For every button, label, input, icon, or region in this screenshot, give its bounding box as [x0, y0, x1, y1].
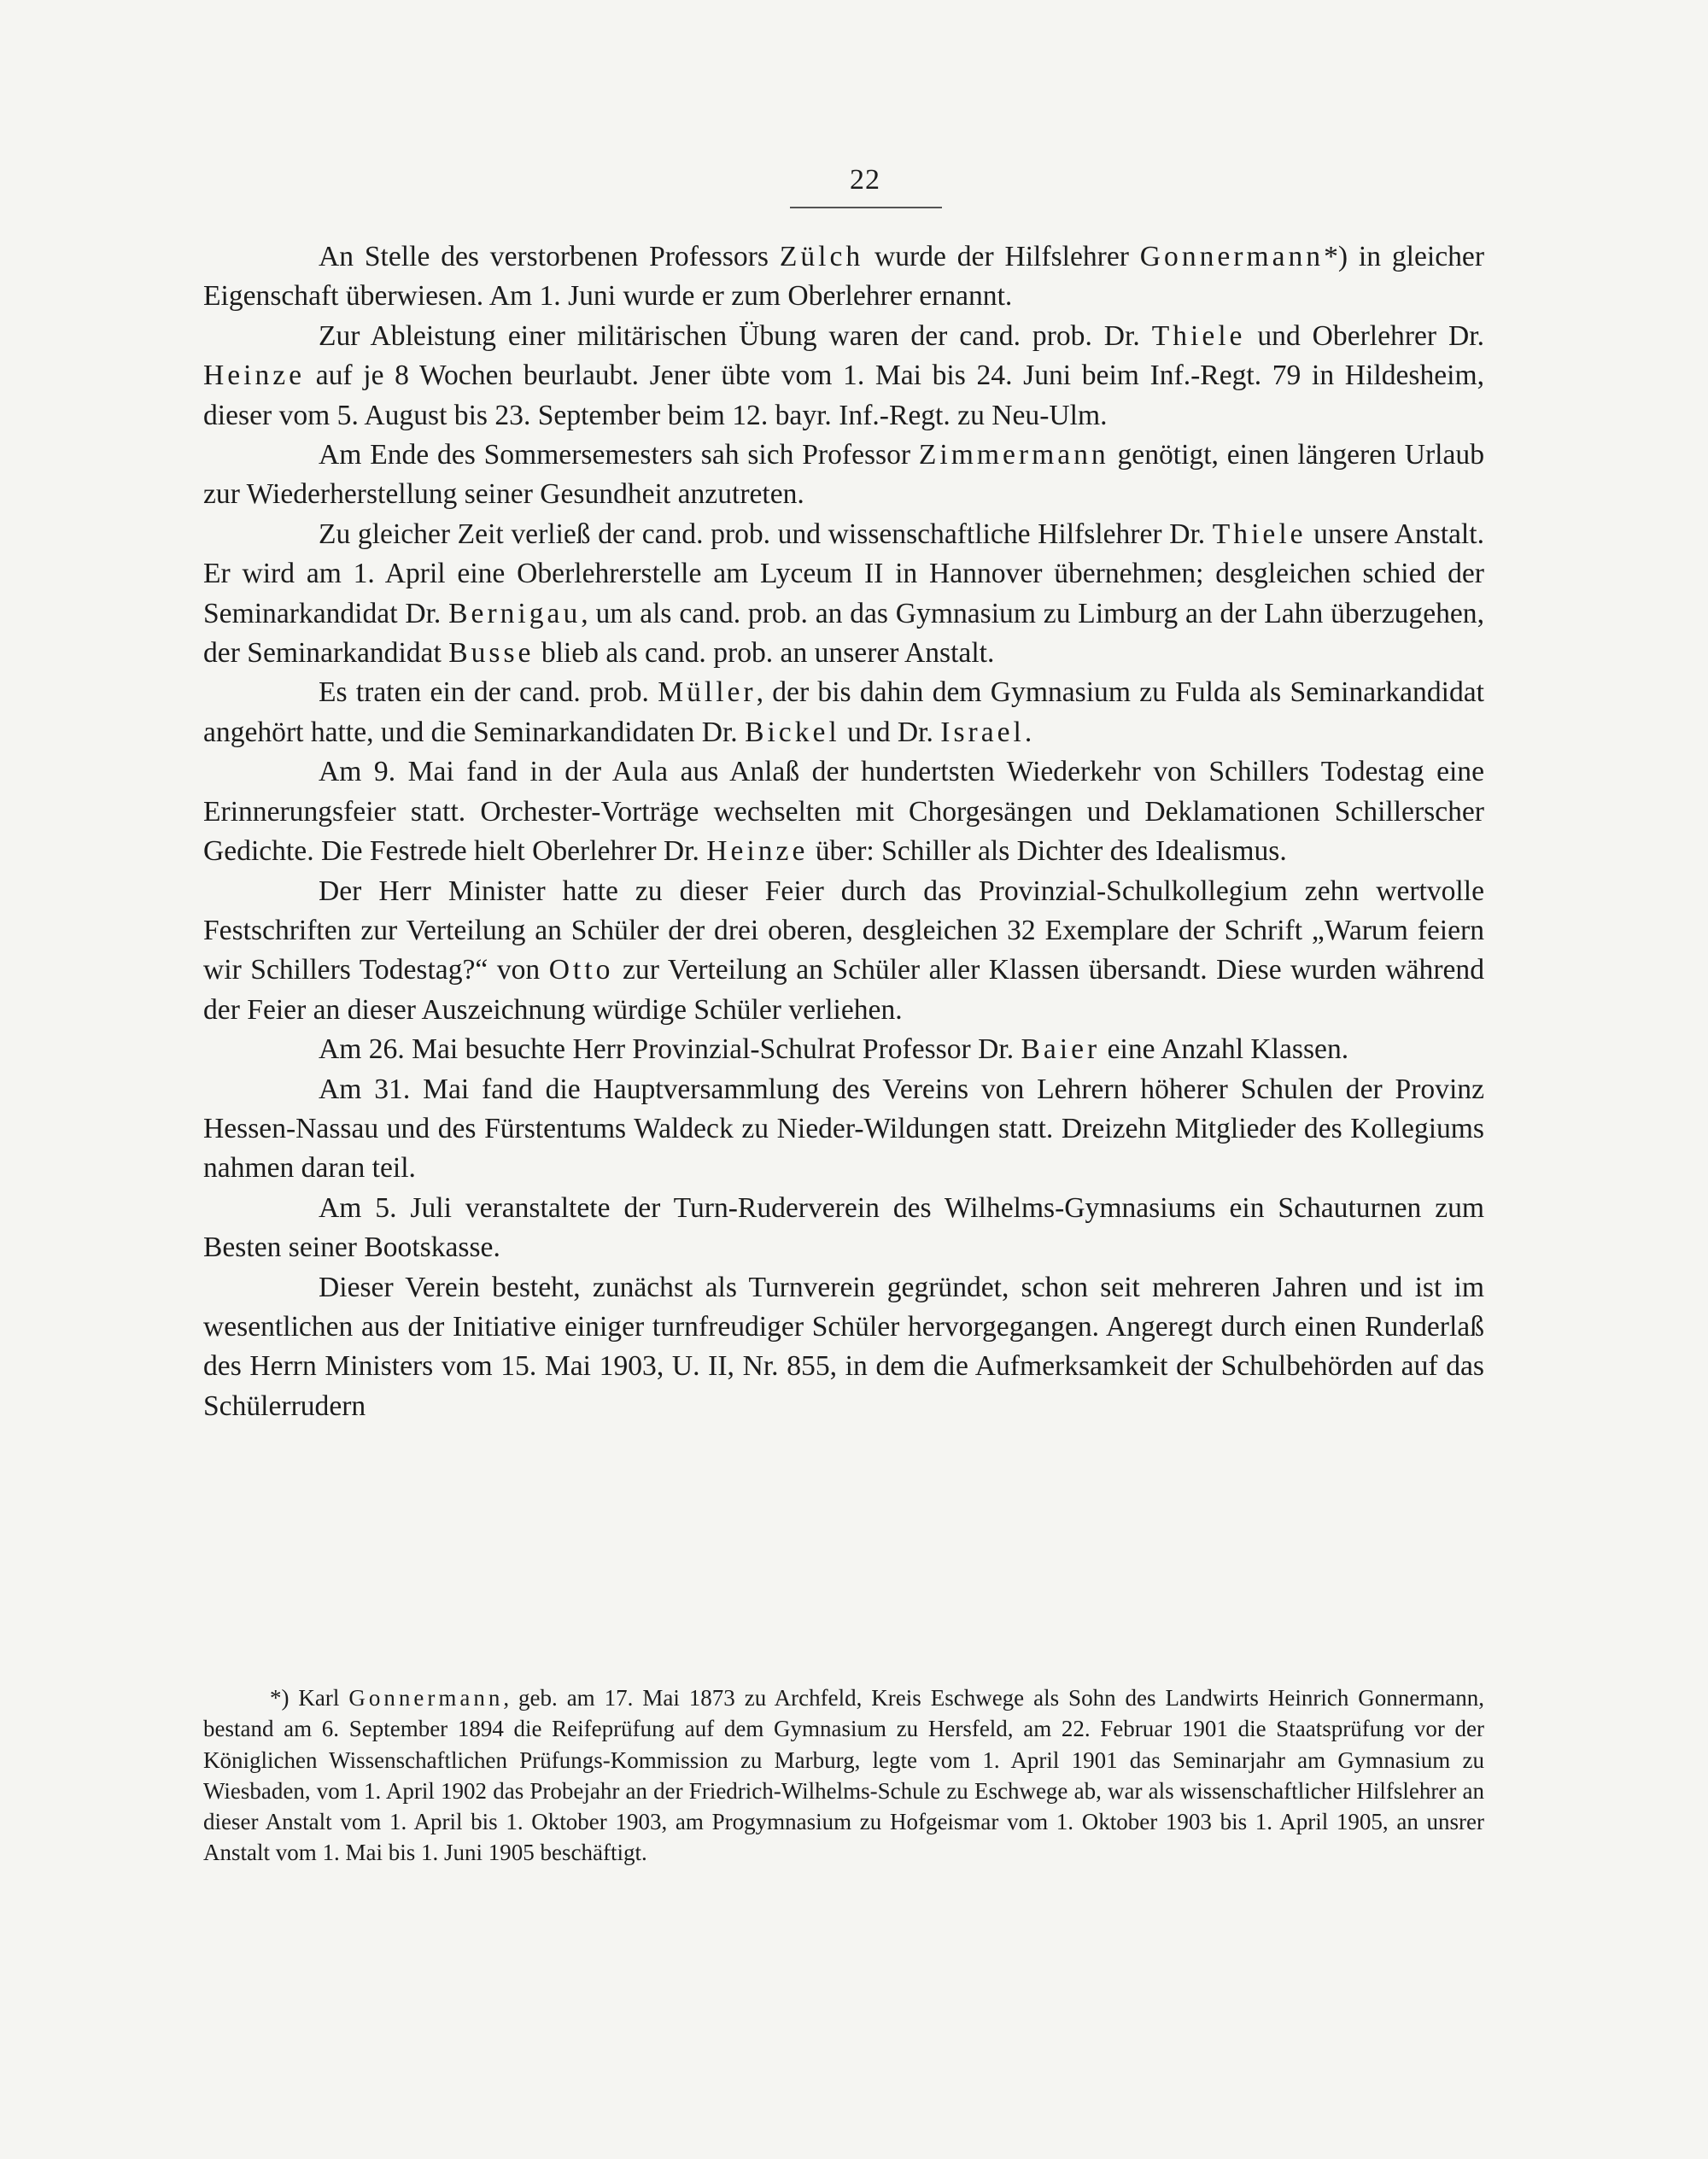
text-run: genötigt, einen längeren Urlaub zur Wiederherstellung seiner Gesundheit anzutreten. — [203, 439, 1484, 511]
person-name: Zimmermann — [918, 439, 1109, 471]
text-run: . — [1024, 716, 1032, 748]
paragraph: Am 5. Juli veranstaltete der Turn-Ruderverein des Wilhelms-Gymnasiums ein Schauturnen zum Besten seiner Bootskasse. — [203, 1191, 1484, 1264]
paragraph — [203, 752, 1484, 871]
person-name: Busse — [448, 637, 535, 670]
text-run: , um als cand. prob. an das Gymnasium zu Limburg an der Lahn überzugehen, der Seminarkandidat — [203, 597, 1484, 670]
person-name: Otto — [548, 954, 614, 986]
person-name: Müller — [658, 676, 757, 709]
person-name: Israel — [940, 716, 1025, 748]
text-run: Am 9. Mai fand in der Aula aus Anlaß der hundertsten Wiederkehr von Schillers Todestag eine Erinnerungsfeier statt. Orchester-Vorträge wechselten mit Chorgesängen und Deklamationen Schillerscher Gedichte. Die Festrede hielt Oberlehrer Dr. — [203, 756, 1484, 868]
person-name: Bernigau — [448, 597, 582, 629]
text-run: unsere Anstalt. Er wird am 1. April eine Oberlehrerstelle am Lyceum II in Hannover übernehmen; desgleichen schied der Seminarkandidat Dr. — [203, 518, 1484, 629]
footnote-text — [203, 1682, 1484, 1869]
text-run: , geb. am 17. Mai 1873 zu Archfeld, Kreis Eschwege als Sohn des Landwirts Heinrich Gonnermann, bestand am 6. September 1894 die Reifeprüfung auf dem Gymnasium zu Hersfeld, am 22. Februar 1901 die Staatsprüfung vor der Königlichen Wissenschaftlichen Prüfungs-Kommission zu Marburg, legte vom 1. April 1901 das Seminarjahr am Gymnasium zu Wiesbaden, vom 1. April 1902 das Probejahr an der Friedrich-Wilhelms-Schule zu Eschwege ab, war als wissenschaftlicher Hilfslehrer an dieser Anstalt vom 1. April bis 1. Oktober 1903, am Progymnasium zu Hofgeismar vom 1. Oktober 1903 bis 1. April 1905, an unsrer Anstalt vom 1. Mai bis 1. Juni 1905 beschäftigt. — [203, 1685, 1484, 1866]
text-run: Zur Ableistung einer militärischen Übung waren der cand. prob. Dr. — [319, 319, 1152, 352]
text-run: über: Schiller als Dichter des Idealismus. — [808, 835, 1287, 868]
footnote — [203, 1682, 1484, 1869]
text-run: Am Ende des Sommersemesters sah sich Professor — [319, 439, 919, 471]
text-run: Der Herr Minister hatte zu dieser Feier durch das Provinzial-Schulkollegium zehn wertvolle Festschriften zur Verteilung an Schüler der drei oberen, desgleichen 32 Exemplare der Schrift „Warum feiern wir Schillers Todestag?“ von — [203, 875, 1484, 986]
person-name: Heinze — [203, 360, 306, 392]
text-run: Am 26. Mai besuchte Herr Provinzial-Schulrat Professor Dr. — [319, 1033, 1021, 1066]
paragraph — [203, 436, 1484, 515]
page-number: 22 — [850, 164, 880, 196]
person-name: Gonnermann — [348, 1685, 504, 1711]
text-run: *) in gleicher Eigenschaft überwiesen. Am 1. Juni wurde er zum Oberlehrer ernannt. — [203, 241, 1485, 313]
paragraph — [203, 872, 1484, 1031]
text-run: eine Anzahl Klassen. — [1100, 1033, 1349, 1066]
paragraph — [203, 237, 1484, 317]
text-run: , der bis dahin dem Gymnasium zu Fulda als Seminarkandidat angehört hatte, und die Seminarkandidaten Dr. — [203, 676, 1484, 748]
text-run: Es traten ein der cand. prob. — [319, 676, 658, 709]
text-run: blieb als cand. prob. an unserer Anstalt. — [534, 637, 995, 670]
person-name: Baier — [1021, 1033, 1101, 1066]
person-name: Thiele — [1151, 319, 1246, 352]
text-run: An Stelle des verstorbenen Professors — [319, 241, 780, 272]
person-name: Thiele — [1212, 518, 1307, 550]
text-run: und Oberlehrer Dr. — [1245, 319, 1484, 352]
text-run: zur Verteilung an Schüler aller Klassen übersandt. Diese wurden während der Feier an dieser Auszeichnung würdige Schüler verliehen. — [203, 954, 1484, 1026]
text-run: *) Karl — [270, 1685, 349, 1711]
text-run: Zu gleicher Zeit verließ der cand. prob. und wissenschaftliche Hilfslehrer Dr. — [319, 518, 1213, 550]
paragraph — [203, 673, 1484, 752]
header-rule — [790, 207, 942, 208]
paragraph: Am 31. Mai fand die Hauptversammlung des Vereins von Lehrern höherer Schulen der Provinz Hessen-Nassau und des Fürstentums Waldeck zu Nieder-Wildungen statt. Dreizehn Mitglieder des Kollegiums nahmen daran teil. — [203, 1073, 1484, 1185]
paragraph — [203, 515, 1484, 674]
person-name: Heinze — [706, 835, 809, 868]
person-name: Bickel — [745, 716, 840, 748]
paragraph — [203, 1030, 1484, 1069]
text-run: wurde der Hilfslehrer — [863, 241, 1140, 272]
paragraph: Dieser Verein besteht, zunächst als Turnverein gegründet, schon seit mehreren Jahren und ist im wesentlichen aus der Initiative einiger turnfreudiger Schüler hervorgegangen. Angeregt durch einen Runderlaß des Herrn Ministers vom 15. Mai 1903, U. II, Nr. 855, in dem die Aufmerksamkeit der Schulbehörden auf das Schülerrudern — [203, 1271, 1484, 1422]
text-run: auf je 8 Wochen beurlaubt. Jener übte vom 1. Mai bis 24. Juni beim Inf.-Regt. 79 in Hildesheim, dieser vom 5. August bis 23. September beim 12. bayr. Inf.-Regt. zu Neu-Ulm. — [203, 360, 1484, 431]
text-run: und Dr. — [839, 716, 941, 748]
body-text — [203, 237, 1484, 1426]
paragraph — [203, 317, 1484, 436]
person-name: Gonnermann — [1139, 241, 1325, 272]
person-name: Zülch — [779, 241, 864, 272]
